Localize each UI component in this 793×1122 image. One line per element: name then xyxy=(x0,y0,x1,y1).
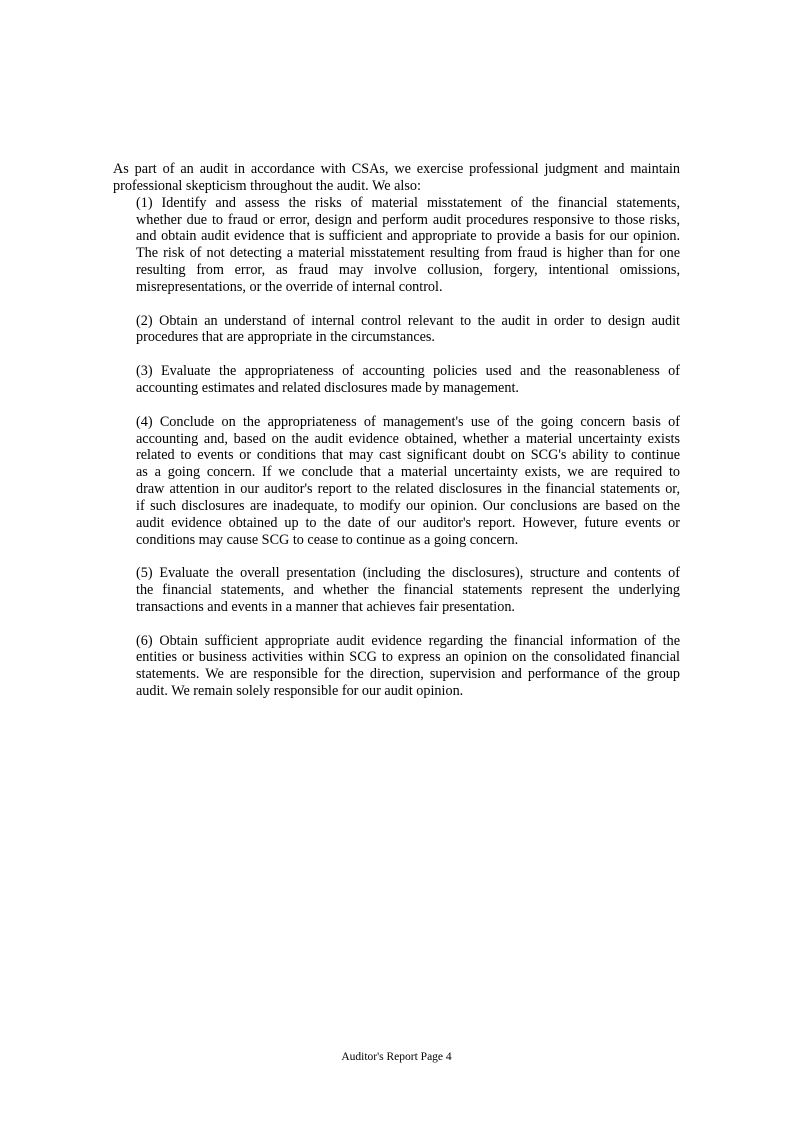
text-line: (3) Evaluate the appropriateness of accounting policies used and the reasonableness of xyxy=(136,363,680,380)
text-line: (4) Conclude on the appropriateness of management's use of the going concern basis of xyxy=(136,413,680,430)
text-line: misrepresentations, or the override of internal control. xyxy=(136,278,443,295)
text-line: whether due to fraud or error, design and perform audit procedures responsive to those risks, xyxy=(136,211,680,228)
text-line: accounting and, based on the audit evidence obtained, whether a material uncertainty exists xyxy=(136,430,680,447)
text-line: (5) Evaluate the overall presentation (including the disclosures), structure and contents of xyxy=(136,565,680,582)
page-footer: Auditor's Report Page 4 xyxy=(341,1051,452,1063)
text-line: As part of an audit in accordance with CSAs, we exercise professional judgment and maintain xyxy=(113,161,680,177)
text-line: accounting estimates and related disclosures made by management. xyxy=(136,379,519,396)
list-item-paragraph xyxy=(136,363,680,397)
text-line: conditions may cause SCG to cease to continue as a going concern. xyxy=(136,531,519,548)
text-line: (6) Obtain sufficient appropriate audit evidence regarding the financial information of the xyxy=(136,632,680,649)
text-line: procedures that are appropriate in the circumstances. xyxy=(136,329,435,346)
list-item-paragraph xyxy=(136,633,680,700)
text-line: resulting from error, as fraud may involve collusion, forgery, intentional omissions, xyxy=(136,262,680,279)
document-body xyxy=(113,161,680,700)
text-line: The risk of not detecting a material misstatement resulting from fraud is higher than for one xyxy=(136,245,680,262)
text-line: (1) Identify and assess the risks of material misstatement of the financial statements, xyxy=(136,194,680,211)
text-line: and obtain audit evidence that is sufficient and appropriate to provide a basis for our opinion. xyxy=(136,228,680,245)
text-line: statements. We are responsible for the direction, supervision and performance of the group xyxy=(136,666,680,683)
text-line: transactions and events in a manner that achieves fair presentation. xyxy=(136,598,515,615)
text-line: audit evidence obtained up to the date of our auditor's report. However, future events or xyxy=(136,514,680,531)
list-item-paragraph xyxy=(136,414,680,549)
text-line: if such disclosures are inadequate, to modify our opinion. Our conclusions are based on the xyxy=(136,497,680,514)
text-line: draw attention in our auditor's report to the related disclosures in the financial statements or, xyxy=(136,481,680,498)
list-item-paragraph xyxy=(136,565,680,616)
text-line: audit. We remain solely responsible for our audit opinion. xyxy=(136,683,464,700)
text-line: as a going concern. If we conclude that a material uncertainty exists, we are required to xyxy=(136,464,680,481)
list-item-paragraph xyxy=(136,313,680,347)
text-line: the financial statements, and whether the financial statements represent the underlying xyxy=(136,582,680,599)
text-line: entities or business activities within SCG to express an opinion on the consolidated financial xyxy=(136,649,680,666)
intro-paragraph xyxy=(113,161,680,195)
list-item-paragraph xyxy=(136,195,680,296)
text-line: related to events or conditions that may cast significant doubt on SCG's ability to continue xyxy=(136,447,680,464)
text-line: professional skepticism throughout the audit. We also: xyxy=(113,177,421,194)
text-line: (2) Obtain an understand of internal control relevant to the audit in order to design audit xyxy=(136,312,680,329)
